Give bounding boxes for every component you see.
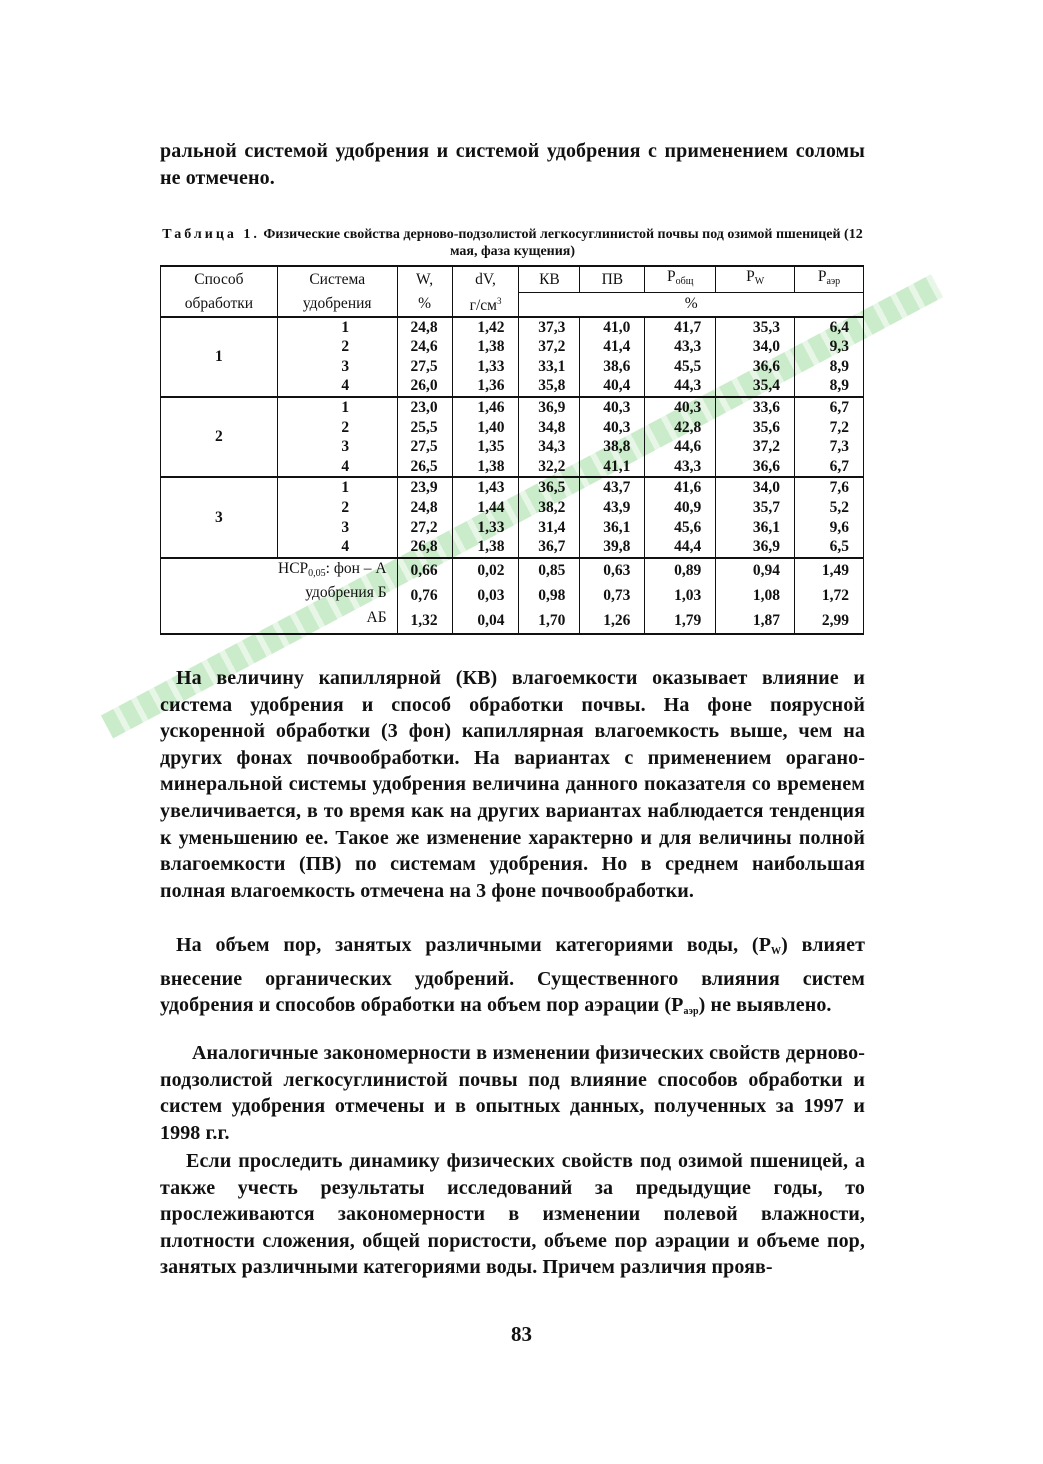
value-cell: 1,46	[452, 397, 519, 418]
table-caption-text: Физические свойства дерново-подзолистой легкосуглинистой почвы под озимой пшеницей (12 мая, фаза кущения)	[263, 227, 863, 259]
value-cell: 35,3	[716, 317, 795, 338]
page-number: 83	[511, 1322, 532, 1346]
system-cell: 3	[277, 518, 397, 538]
value-cell: 1,38	[452, 457, 519, 478]
lsd-value-cell: 0,98	[519, 583, 580, 608]
lsd-label: АБ	[161, 608, 398, 634]
value-cell: 6,5	[795, 537, 864, 558]
header-p-aer: $P_{аэр}$	[795, 266, 864, 292]
value-cell: 33,1	[519, 357, 580, 377]
system-cell: 2	[277, 418, 397, 438]
value-cell: 41,4	[580, 337, 645, 357]
value-cell: 35,7	[716, 498, 795, 518]
value-cell: 7,3	[795, 437, 864, 457]
system-cell: 2	[277, 498, 397, 518]
value-cell: 6,7	[795, 397, 864, 418]
value-cell: 33,6	[716, 397, 795, 418]
value-cell: 41,6	[645, 477, 716, 498]
value-cell: 38,2	[519, 498, 580, 518]
value-cell: 1,43	[452, 477, 519, 498]
lsd-value-cell: 0,85	[519, 558, 580, 584]
value-cell: 44,6	[645, 437, 716, 457]
value-cell: 6,7	[795, 457, 864, 478]
lsd-value-cell: 0,94	[716, 558, 795, 584]
value-cell: 43,3	[645, 337, 716, 357]
value-cell: 7,6	[795, 477, 864, 498]
header-method: Способ	[161, 266, 278, 292]
value-cell: 35,6	[716, 418, 795, 438]
lsd-value-cell: 1,72	[795, 583, 864, 608]
value-cell: 41,7	[645, 317, 716, 338]
lsd-value-cell: 0,04	[452, 608, 519, 634]
value-cell: 36,5	[519, 477, 580, 498]
value-cell: 1,44	[452, 498, 519, 518]
value-cell: 24,8	[397, 317, 452, 338]
lsd-value-cell: 1,49	[795, 558, 864, 584]
value-cell: 1,38	[452, 537, 519, 558]
lsd-value-cell: 1,87	[716, 608, 795, 634]
value-cell: 27,2	[397, 518, 452, 538]
lsd-row	[161, 558, 864, 584]
lsd-value-cell: 1,08	[716, 583, 795, 608]
value-cell: 40,9	[645, 498, 716, 518]
value-cell: 9,6	[795, 518, 864, 538]
value-cell: 37,3	[519, 317, 580, 338]
system-cell: 3	[277, 357, 397, 377]
table-row	[161, 477, 864, 498]
table-caption-label: Таблица 1.	[162, 227, 260, 242]
intro-paragraph: ральной системой удобрения и системой удобрения с применением соломы не отмечено.	[160, 140, 865, 189]
lsd-value-cell: 2,99	[795, 608, 864, 634]
value-cell: 37,2	[716, 437, 795, 457]
value-cell: 38,6	[580, 357, 645, 377]
table-caption	[160, 226, 865, 260]
value-cell: 26,5	[397, 457, 452, 478]
system-cell: 1	[277, 397, 397, 418]
value-cell: 36,1	[716, 518, 795, 538]
value-cell: 45,6	[645, 518, 716, 538]
value-cell: 38,8	[580, 437, 645, 457]
system-cell: 2	[277, 337, 397, 357]
value-cell: 1,40	[452, 418, 519, 438]
paragraph-1: На величину капиллярной (КВ) влагоемкости оказывает влияние и система удобрения и способ обработки почвы. На фоне поярусной ускоренной обработки (3 фон) капиллярная влагоемкость выше, чем на других фонах почвообработки. На вариантах с применением орагано-минеральной системы удобрения величина данного показателя со временем увеличивается, в то время как на других вариантах наблюдается тенденция к уменьшению ее. Такое же изменение характерно и для величины полной влагоемкости (ПВ) по системам удобрения. Но в среднем наибольшая полная влагоемкость отмечена на 3 фоне почвообработки.	[160, 667, 865, 902]
value-cell: 40,3	[645, 397, 716, 418]
lsd-value-cell: 1,32	[397, 608, 452, 634]
method-cell: 2	[161, 397, 278, 477]
value-cell: 44,3	[645, 376, 716, 397]
system-cell: 4	[277, 376, 397, 397]
lsd-value-cell: 0,63	[580, 558, 645, 584]
value-cell: 40,3	[580, 397, 645, 418]
value-cell: 43,7	[580, 477, 645, 498]
value-cell: 8,9	[795, 357, 864, 377]
header-system: Система	[277, 266, 397, 292]
value-cell: 27,5	[397, 437, 452, 457]
system-cell: 4	[277, 457, 397, 478]
lsd-value-cell: 0,73	[580, 583, 645, 608]
value-cell: 7,2	[795, 418, 864, 438]
value-cell: 41,0	[580, 317, 645, 338]
lsd-value-cell: 0,89	[645, 558, 716, 584]
lsd-row	[161, 583, 864, 608]
lsd-value-cell: 0,66	[397, 558, 452, 584]
value-cell: 36,6	[716, 357, 795, 377]
header-dv: dV,	[452, 266, 519, 292]
value-cell: 25,5	[397, 418, 452, 438]
value-cell: 8,9	[795, 376, 864, 397]
value-cell: 1,33	[452, 518, 519, 538]
soil-properties-table	[160, 265, 864, 635]
value-cell: 31,4	[519, 518, 580, 538]
header-p-total: $P_{общ}$	[645, 266, 716, 292]
value-cell: 40,3	[580, 418, 645, 438]
value-cell: 42,8	[645, 418, 716, 438]
value-cell: 44,4	[645, 537, 716, 558]
value-cell: 36,1	[580, 518, 645, 538]
value-cell: 5,2	[795, 498, 864, 518]
value-cell: 34,0	[716, 477, 795, 498]
value-cell: 27,5	[397, 357, 452, 377]
table-row	[161, 317, 864, 338]
header-w: W,	[397, 266, 452, 292]
system-cell: 3	[277, 437, 397, 457]
system-cell: 1	[277, 317, 397, 338]
paragraph-4: Если проследить динамику физических свойств под озимой пшеницей, а также учесть результаты исследований за предыдущие годы, то прослеживаются закономерности в изменении полевой влажности, плотности сложения, общей пористости, объеме пор аэрации и объеме пор, занятых различными категориями воды. Причем различия прояв-	[160, 1150, 865, 1279]
value-cell: 6,4	[795, 317, 864, 338]
lsd-value-cell: 1,03	[645, 583, 716, 608]
table-header-row-2: обработки удобрения % $г/см^3$ %	[161, 292, 864, 317]
value-cell: 34,8	[519, 418, 580, 438]
value-cell: 36,9	[716, 537, 795, 558]
value-cell: 39,8	[580, 537, 645, 558]
value-cell: 41,1	[580, 457, 645, 478]
table-row	[161, 397, 864, 418]
system-cell: 1	[277, 477, 397, 498]
header-kv: КВ	[519, 266, 580, 292]
lsd-value-cell: 1,79	[645, 608, 716, 634]
value-cell: 24,8	[397, 498, 452, 518]
paragraph-2: На объем пор, занятых различными категориями воды, $(P_W)$ влияет внесение органических удобрений. Существенного влияния систем удобрения и способов обработки на объем пор аэрации $(P_{аэр})$ не выявлено.	[160, 934, 865, 1018]
value-cell: 36,9	[519, 397, 580, 418]
value-cell: 35,4	[716, 376, 795, 397]
value-cell: 1,35	[452, 437, 519, 457]
value-cell: 1,36	[452, 376, 519, 397]
lsd-label: $НСР_{0,05}$: фон – А	[161, 558, 398, 584]
value-cell: 23,0	[397, 397, 452, 418]
method-cell: 1	[161, 317, 278, 397]
lsd-value-cell: 0,02	[452, 558, 519, 584]
system-cell: 4	[277, 537, 397, 558]
header-pw: $P_W$	[716, 266, 795, 292]
value-cell: 40,4	[580, 376, 645, 397]
method-cell: 3	[161, 477, 278, 557]
header-percent: %	[519, 292, 864, 317]
table-header-row	[161, 266, 864, 292]
value-cell: 23,9	[397, 477, 452, 498]
lsd-value-cell: 1,70	[519, 608, 580, 634]
value-cell: 43,9	[580, 498, 645, 518]
value-cell: 1,33	[452, 357, 519, 377]
lsd-value-cell: 0,76	[397, 583, 452, 608]
value-cell: 1,38	[452, 337, 519, 357]
value-cell: 45,5	[645, 357, 716, 377]
value-cell: 1,42	[452, 317, 519, 338]
lsd-value-cell: 1,26	[580, 608, 645, 634]
value-cell: 34,0	[716, 337, 795, 357]
lsd-row	[161, 608, 864, 634]
value-cell: 32,2	[519, 457, 580, 478]
header-pv: ПВ	[580, 266, 645, 292]
value-cell: 34,3	[519, 437, 580, 457]
value-cell: 36,7	[519, 537, 580, 558]
value-cell: 26,0	[397, 376, 452, 397]
value-cell: 9,3	[795, 337, 864, 357]
value-cell: 35,8	[519, 376, 580, 397]
value-cell: 24,6	[397, 337, 452, 357]
paragraph-3: Аналогичные закономерности в изменении физических свойств дерново-подзолистой легкосуглинистой почвы под влияние способов обработки и систем удобрения отмечены и в опытных данных, полученных за 1997 и 1998 г.г.	[160, 1042, 865, 1144]
value-cell: 43,3	[645, 457, 716, 478]
value-cell: 36,6	[716, 457, 795, 478]
lsd-label: удобрения Б	[161, 583, 398, 608]
value-cell: 37,2	[519, 337, 580, 357]
value-cell: 26,8	[397, 537, 452, 558]
lsd-value-cell: 0,03	[452, 583, 519, 608]
